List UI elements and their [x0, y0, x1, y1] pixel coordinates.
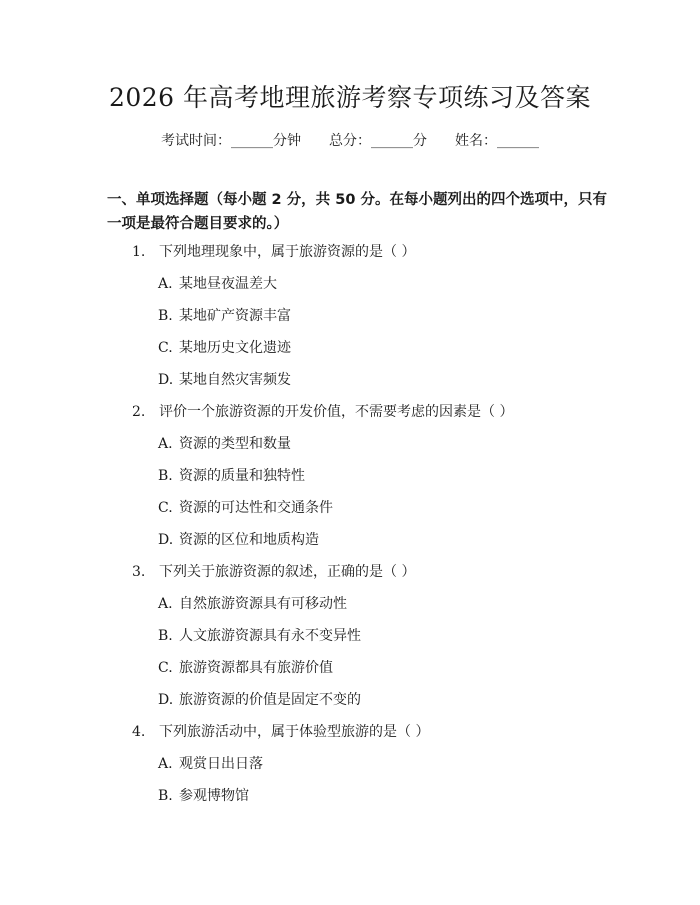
option-letter: D. — [158, 532, 174, 548]
exam-time-field: 考试时间：______分钟 — [161, 133, 301, 149]
option-letter: C. — [158, 340, 173, 356]
question-2 — [132, 402, 513, 422]
option-text: 自然旅游资源具有可移动性 — [179, 596, 347, 612]
question-text: 下列旅游活动中，属于体验型旅游的是（ ） — [159, 724, 430, 740]
option-letter: B. — [158, 468, 173, 484]
option-text: 某地自然灾害频发 — [179, 372, 291, 388]
question-3-option-b — [158, 626, 361, 646]
option-letter: D. — [158, 372, 174, 388]
question-2-option-a — [158, 434, 291, 454]
option-letter: A. — [158, 596, 173, 612]
total-score-field: 总分：______分 — [329, 133, 427, 149]
option-letter: B. — [158, 788, 173, 804]
option-letter: A. — [158, 436, 173, 452]
question-4 — [132, 722, 429, 742]
question-1-option-d — [158, 370, 291, 390]
question-4-option-a — [158, 754, 263, 774]
question-2-option-b — [158, 466, 305, 486]
question-number: 2. — [132, 404, 146, 420]
option-letter: D. — [158, 692, 174, 708]
option-letter: A. — [158, 756, 173, 772]
option-text: 资源的区位和地质构造 — [179, 532, 319, 548]
option-text: 人文旅游资源具有永不变异性 — [179, 628, 361, 644]
question-4-option-b — [158, 786, 249, 806]
option-text: 旅游资源的价值是固定不变的 — [179, 692, 361, 708]
question-number: 4. — [132, 724, 146, 740]
option-text: 资源的可达性和交通条件 — [179, 500, 333, 516]
option-text: 观赏日出日落 — [179, 756, 263, 772]
option-letter: B. — [158, 628, 173, 644]
option-text: 资源的质量和独特性 — [179, 468, 305, 484]
question-1-option-a — [158, 274, 277, 294]
option-letter: C. — [158, 660, 173, 676]
question-3 — [132, 562, 415, 582]
question-2-option-c — [158, 498, 333, 518]
question-1-option-c — [158, 338, 291, 358]
option-letter: A. — [158, 276, 173, 292]
question-1 — [132, 242, 415, 262]
option-text: 旅游资源都具有旅游价值 — [179, 660, 333, 676]
question-text: 下列地理现象中，属于旅游资源的是（ ） — [159, 244, 416, 260]
option-text: 资源的类型和数量 — [179, 436, 291, 452]
exam-info — [0, 131, 700, 151]
question-3-option-a — [158, 594, 347, 614]
question-2-option-d — [158, 530, 319, 550]
option-text: 某地历史文化遗迹 — [179, 340, 291, 356]
question-3-option-c — [158, 658, 333, 678]
option-letter: B. — [158, 308, 173, 324]
option-letter: C. — [158, 500, 173, 516]
page-title: 2026 年高考地理旅游考察专项练习及答案 — [108, 83, 592, 112]
question-3-option-d — [158, 690, 361, 710]
question-number: 3. — [132, 564, 146, 580]
option-text: 某地矿产资源丰富 — [179, 308, 291, 324]
student-name-field: 姓名：______ — [455, 133, 539, 149]
question-text: 评价一个旅游资源的开发价值，不需要考虑的因素是（ ） — [159, 404, 514, 420]
option-text: 参观博物馆 — [179, 788, 249, 804]
question-text: 下列关于旅游资源的叙述，正确的是（ ） — [159, 564, 416, 580]
question-number: 1. — [132, 244, 146, 260]
option-text: 某地昼夜温差大 — [179, 276, 277, 292]
question-1-option-b — [158, 306, 291, 326]
section-heading: 一、单项选择题（每小题 2 分，共 50 分。在每小题列出的四个选项中，只有一项是最符合题目要求的。） — [107, 192, 607, 232]
